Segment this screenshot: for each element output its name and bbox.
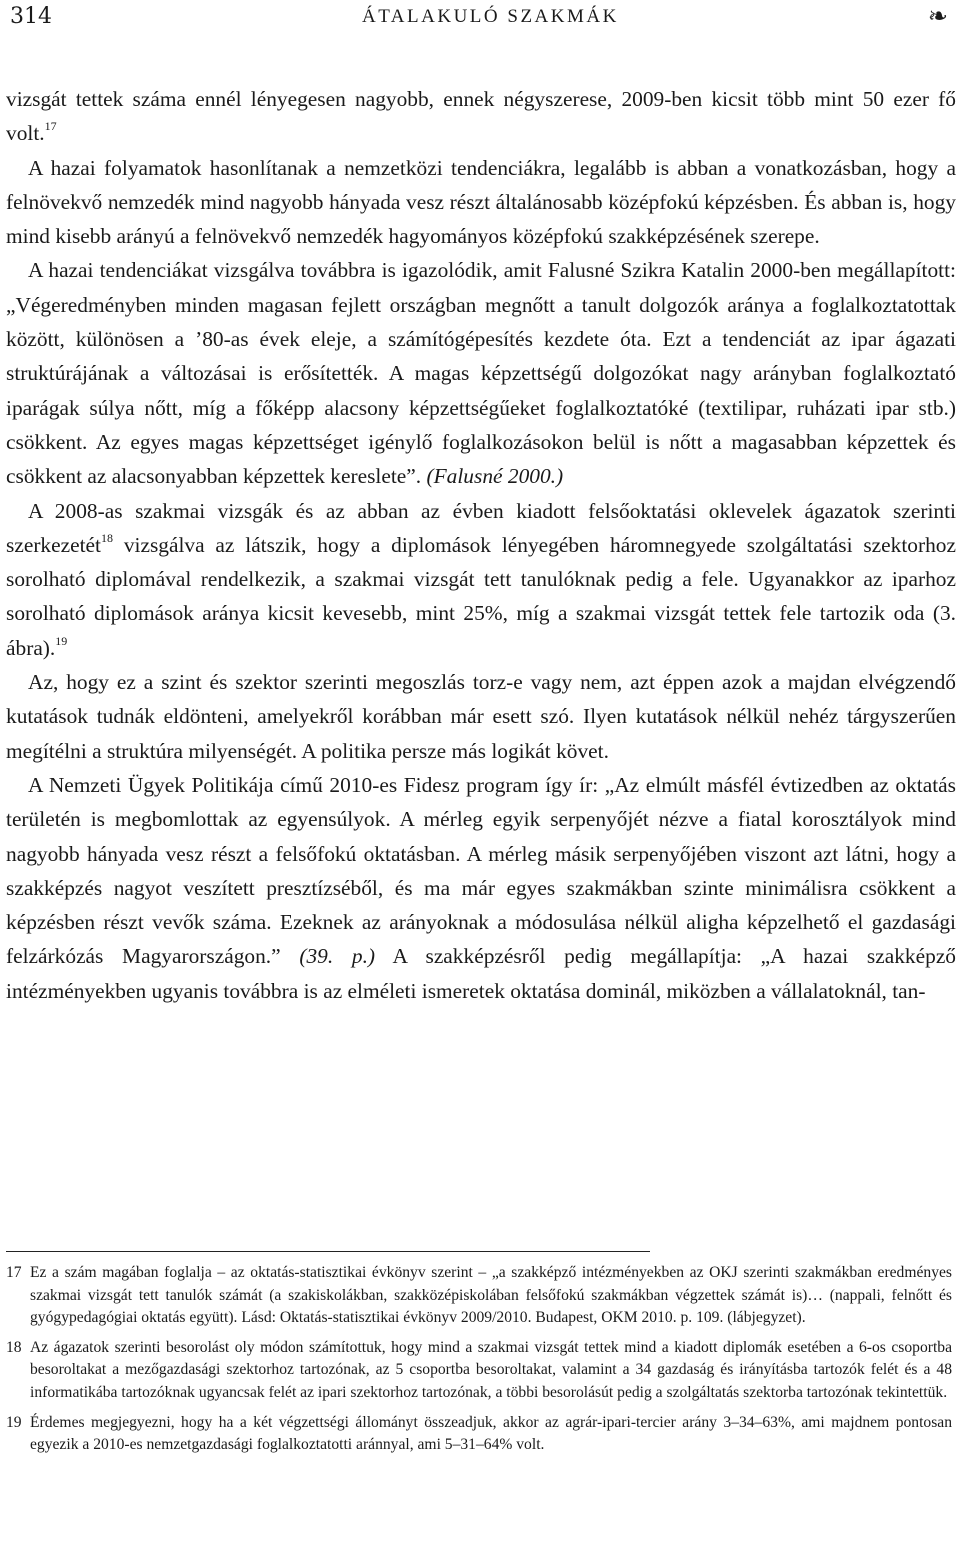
paragraph-1 xyxy=(6,82,956,151)
page-number: 314 xyxy=(10,4,52,29)
footnote-text: Az ágazatok szerinti besorolást oly módon számítottuk, hogy mind a szakmai vizsgát tettek mind a kiadott diplomák esetében a 6-os csoportba besoroltakat a mezőgazdasági szektorhoz tartozónak, az 5 csoportba besoroltakat, valamint a 34 gazdaság és irányításba tartozók felét és a 48 informatikába tartozóknak ugyancsak felét az ipari szektorhoz tartozónak, a többi besorolásút pedig a szolgáltatás szektorba tartozónak tekintettük. xyxy=(30,1338,952,1401)
footnote-number: 18 xyxy=(6,1338,22,1356)
main-text xyxy=(6,82,956,1008)
paragraph-4-text-a: A 2008-as szakmai vizsgák és az abban az évben kiadott felsőoktatási oklevelek ágazatok szerinti szerkezetét xyxy=(6,498,956,557)
running-title: ÁTALAKULÓ SZAKMÁK xyxy=(362,6,619,27)
paragraph-4 xyxy=(6,494,956,665)
paragraph-3 xyxy=(6,253,956,493)
paragraph-4-text-b: vizsgálva az látszik, hogy a diplomások lényegében háromnegyede szolgáltatási szektorhoz sorolható diplomával rendelkezik, a szakmai vizsgát tett tanulóknak pedig a fele. Ugyanakkor az iparhoz sorolható diplomások aránya kicsit kevesebb, mint 25%, míg a szakmai vizsgát tettek fele tartozik oda (3. ábra). xyxy=(6,532,956,660)
paragraph-1-text: vizsgát tettek száma ennél lényegesen nagyobb, ennek négyszerese, 2009-ben kicsit több mint 50 ezer fő volt. xyxy=(6,87,956,146)
paragraph-6-text-b: A szakképzésről pedig megállapítja: „A hazai szakképző intézményekben ugyanis továbbra is az elméleti ismeretek oktatása dominál, miközben a vállalatoknál, tan- xyxy=(6,944,957,1003)
footnote-ref-19: 19 xyxy=(55,633,68,648)
footnote-text: Ez a szám magában foglalja – az oktatás-statisztikai évkönyv szerint – „a szakképző intézményekben az OKJ szerinti szakmákban eredményes szakmai vizsgát tett tanulók számát (a szakiskolákban, szakközépiskolában felsőfokú szakmákban végzettek számát is)… (nappali, felnőtt és gyógypedagógiai oktatás együtt). Lásd: Oktatás-statisztikai évkönyv 2009/2010. Budapest, OKM 2010. p. 109. (lábjegyzet). xyxy=(30,1264,952,1327)
paragraph-3-text: A hazai tendenciákat vizsgálva továbbra is igazolódik, amit Falusné Szikra Katalin 2000-ben megállapított: „Végeredményben minden magasan fejlett országban megnőtt a tanult dolgozók aránya a foglalkoztatottak között, különösen a ’80-as évek eleje, a számítógépesítés kezdete óta. Ezt a tendenciát az ipar ágazati struktúrájának a változásai is erősítették. A magas képzettségű dolgozókat nagy arányban foglalkoztató iparágak súlya nőtt, míg a főképp alacsony képzettségűeket foglalkoztatóké (textilipar, ruházati ipar stb.) csökkent. Az egyes magas képzettséget igénylő foglalkozásokon belül is nőtt a magasabban képzettek és csökkent az alacsonyabban képzettek kereslete”. xyxy=(6,258,956,489)
citation-falusne: (Falusné 2000.) xyxy=(426,464,564,489)
footnote-17 xyxy=(6,1262,952,1330)
paragraph-6 xyxy=(6,768,956,1008)
page-header xyxy=(10,0,950,40)
citation-page: (39. p.) xyxy=(299,944,376,969)
footnote-ref-17: 17 xyxy=(44,119,57,134)
footnote-18 xyxy=(6,1337,952,1405)
footnote-number: 17 xyxy=(6,1264,22,1281)
footnote-text: Érdemes megjegyezni, hogy ha a két végzettségi állományt összeadjuk, akkor az agrár-ipari-tercier arány 3–34–63%, ami majdnem pontosan egyezik a 2010-es nemzetgazdasági foglalkoztatotti aránnyal, ami 5–31–64% volt. xyxy=(30,1413,952,1454)
footnote-ref-18: 18 xyxy=(101,530,113,545)
footnote-number: 19 xyxy=(6,1413,22,1431)
paragraph-5: Az, hogy ez a szint és szektor szerinti megoszlás torz-e vagy nem, azt éppen azok a majdan elvégzendő kutatások tudnák eldönteni, amelyekről korábban már esett szó. Ilyen kutatások nélkül nehéz tárgyszerűen megítélni a struktúra milyenségét. A politika persze más logikát követ. xyxy=(6,670,956,763)
fleuron-ornament-icon: ❧ xyxy=(927,2,948,30)
paragraph-2: A hazai folyamatok hasonlítanak a nemzetközi tendenciákra, legalább is abban a vonatkozásban, hogy a felnövekvő nemzedék mind nagyobb hányada vesz részt általánosabb középfokú képzésben. És abban is, hogy mind kisebb arányú a felnövekvő nemzedék hagyományos középfokú szakképzésének szerepe. xyxy=(6,155,956,249)
footnotes xyxy=(6,1262,952,1464)
footnote-19 xyxy=(6,1412,952,1457)
paragraph-6-text-a: A Nemzeti Ügyek Politikája című 2010-es Fidesz program így ír: „Az elmúlt másfél évtizedben az oktatás területén is megbomlottak az egyensúlyok. A mérleg egyik serpenyőjét nézve a fiatal korosztályok mind nagyobb hányada vesz részt a felsőfokú oktatásban. A mérleg másik serpenyőjében viszont azt látni, hogy a szakképzés nagyot veszített presztízséből, és ma már egyes szakmákban szinte minimálisra csökkent a képzésben részt vevők száma. Ezeknek az arányoknak a módosulása nélkül aligha képzelhető el gazdasági felzárkózás Magyarországon.” xyxy=(6,772,956,969)
footnote-divider xyxy=(6,1251,650,1252)
